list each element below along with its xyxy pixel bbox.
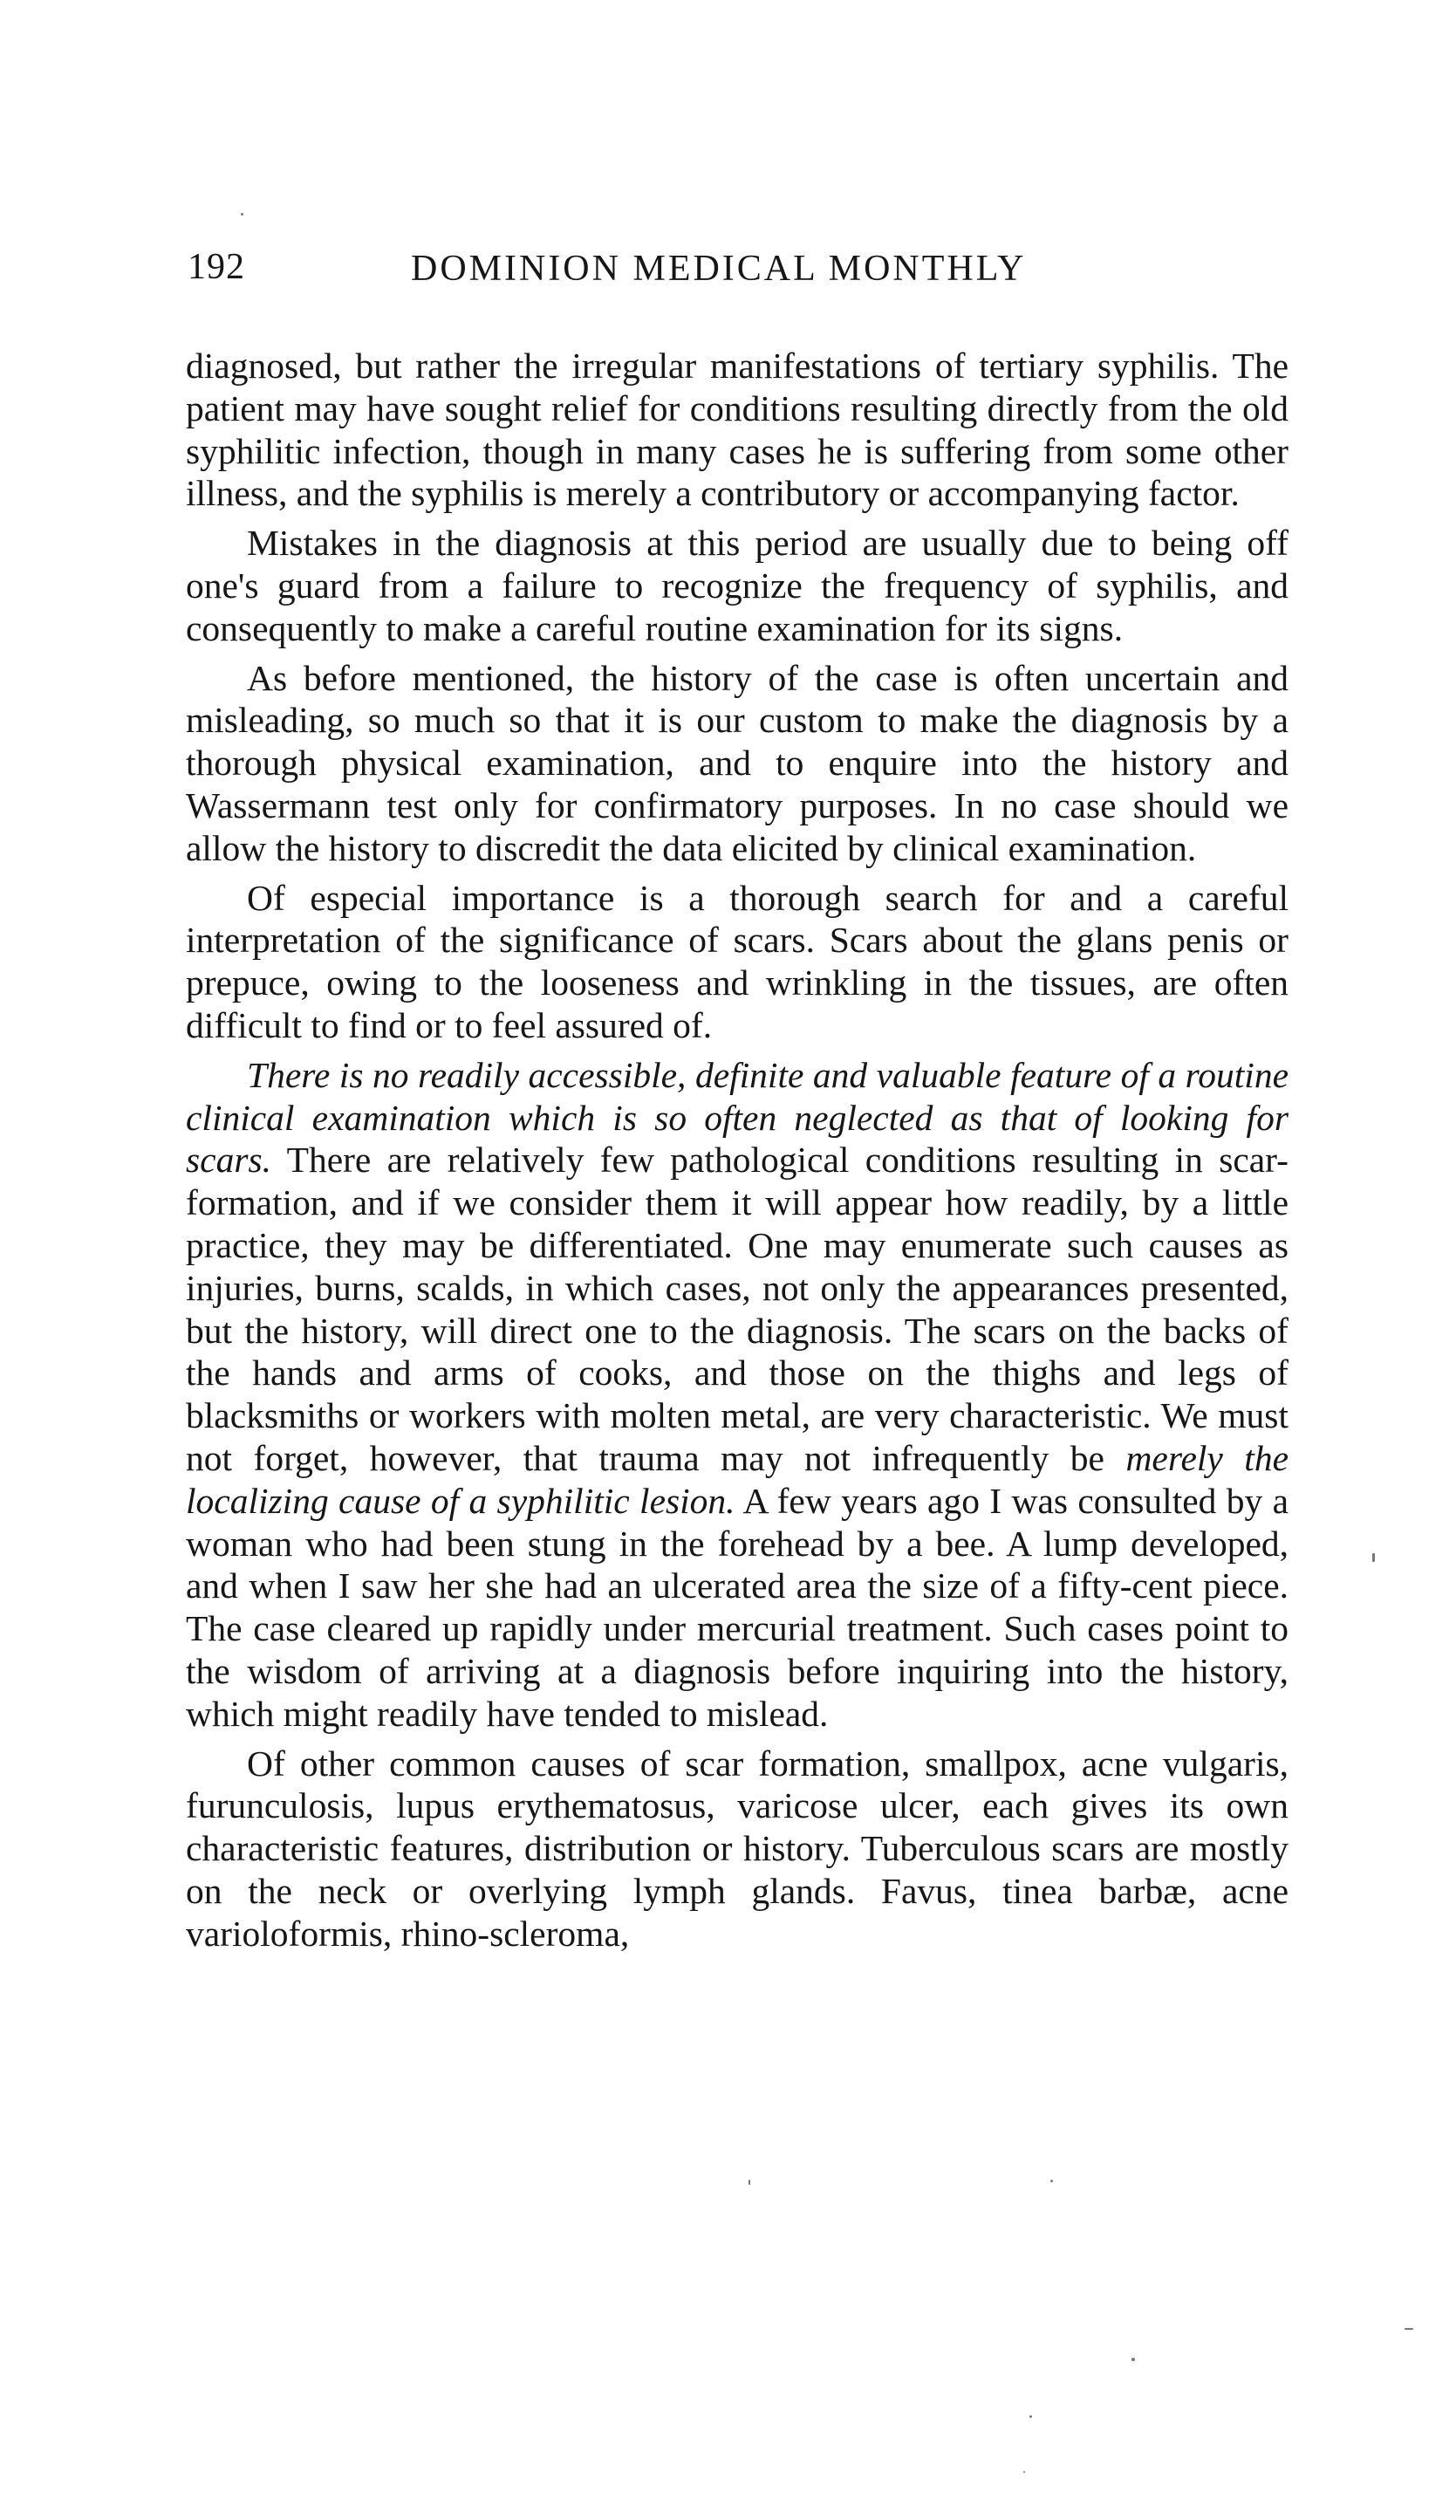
- page-header: [188, 246, 1086, 298]
- scan-speck: [1029, 2415, 1032, 2418]
- scan-speck: [749, 2180, 750, 2185]
- paragraph-text: diagnosed, but rather the irregular manifestations of tertiary syphilis. The patient may have sought relief for conditions resulting directly from the old syphilitic infection, though in many cases he is suffering from some other illness, and the syphilis is merely a contributory or accompanying factor.: [186, 346, 1289, 514]
- running-title: DOMINION MEDICAL MONTHLY: [411, 249, 1027, 289]
- scan-speck: [241, 213, 243, 216]
- paragraph: [186, 657, 1289, 870]
- paragraph-text: Of especial importance is a thorough search for and a careful interpretation of the significance of scars. Scars about the glans penis or prepuce, owing to the looseness and wrinkling in the tissues, are often difficult to find or to feel assured of.: [186, 877, 1289, 1045]
- paragraph: [186, 522, 1289, 649]
- paragraph: [186, 877, 1289, 1047]
- paragraph-text: Of other common causes of scar formation, smallpox, acne vulgaris, furunculosis, lupus erythematosus, varicose ulcer, each gives its own characteristic features, distribution or history. Tuberculous scars are mostly on the neck or overlying lymph glands. Favus, tinea barbæ, acne varioloformis, rhino-scleroma,: [186, 1743, 1289, 1954]
- scan-speck: [1050, 2180, 1053, 2182]
- italic-text: merely the localizing cause of a syphilitic lesion.: [186, 1437, 1289, 1521]
- page-number: 192: [188, 247, 245, 287]
- paragraph-text: There are relatively few pathological conditions resulting in scar-formation, and if we consider them it will appear how readily, by a little practice, they may be differentiated. One may enumerate such causes as injuries, burns, scalds, in which cases, not only the appearances presented, but the history, will direct one to the diagnosis. The scars on the backs of the hands and arms of cooks, and those on the thighs and legs of blacksmiths or workers with molten metal, are very characteristic. We must not forget, however, that trauma may not infrequently be: [186, 1140, 1289, 1478]
- scan-speck: [1023, 2471, 1025, 2473]
- scan-speck: [1131, 2358, 1135, 2361]
- paragraph: [186, 345, 1289, 515]
- paragraph: [186, 1743, 1289, 1955]
- scan-speck: [1405, 2328, 1413, 2330]
- paragraph-text: As before mentioned, the history of the case is often uncertain and misleading, so much so that it is our custom to make the diagnosis by a thorough physical examination, and to enquire into the history and Wassermann test only for confirmatory purposes. In no case should we allow the history to discredit the data elicited by clinical examination.: [186, 657, 1289, 868]
- scan-speck: [1372, 1553, 1375, 1562]
- italic-text: There is no readily accessible, definite and valuable feature of a routine clinical examination which is so often neglected as that of looking for scars.: [186, 1054, 1289, 1181]
- paragraph-text: Mistakes in the diagnosis at this period are usually due to being off one's guard from a failure to recognize the frequency of syphilis, and consequently to make a careful routine examination for its signs.: [186, 523, 1289, 648]
- paragraph: [186, 1054, 1289, 1736]
- article-body: [186, 345, 1289, 1955]
- paragraph-text: A few years ago I was consulted by a woman who had been stung in the forehead by a bee. A lump developed, and when I saw her she had an ulcerated area the size of a fifty-cent piece. The case cleared up rapidly under mercurial treatment. Such cases point to the wisdom of arriving at a diagnosis before inquiring into the history, which might readily have tended to mislead.: [186, 1480, 1289, 1734]
